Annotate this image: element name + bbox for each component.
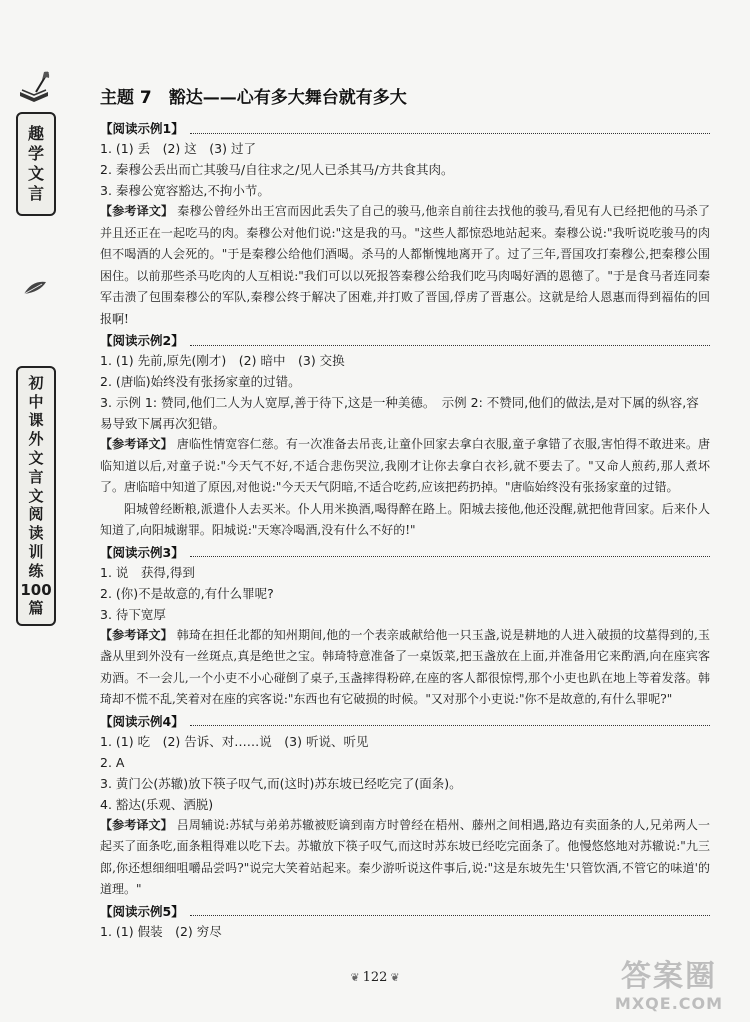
reference-translation [100, 434, 710, 499]
reference-text: 吕周辅说:苏轼与弟弟苏辙被贬谪到南方时曾经在梧州、藤州之间相遇,路边有卖面条的人,兄弟两人一起买了面条吃,面条粗得难以吃下去。苏辙放下筷子叹气,而这时苏东坡已经吃完面条了。他慢悠悠地对苏辙说:"九三郎,你还想细细咀嚼品尝吗?"说完大笑着站起来。秦少游听说这件事后,说:"这是东坡先生'只管饮酒,不管它的味道'的道理。" [100, 817, 710, 896]
section-heading-label: 【阅读示例3】 [100, 544, 184, 560]
answer-line: 3. 黄门公(苏辙)放下筷子叹气,而(这时)苏东坡已经吃完了(面条)。 [100, 775, 462, 791]
tab-char: 文 [27, 164, 44, 183]
tab-char: 阅 [28, 505, 44, 524]
answer-line: 1. (1) 假装 (2) 穷尽 [100, 923, 222, 939]
reference-label: 【参考译文】 [100, 817, 173, 832]
answer-line: 2. (你)不是故意的,有什么罪呢? [100, 585, 274, 601]
section-heading [100, 542, 710, 562]
tab-char: 篇 [28, 599, 44, 618]
section-heading-label: 【阅读示例1】 [100, 121, 184, 136]
tab-char: 言 [27, 184, 44, 203]
page-title: 主题 7 豁达——心有多大舞台就有多大 [100, 88, 407, 108]
page-number [335, 970, 415, 985]
tab-char: 读 [28, 524, 44, 543]
section-heading [100, 330, 710, 350]
dotted-divider [190, 123, 710, 134]
watermark-line2: MXQE.COM [614, 994, 724, 1013]
answer-line: 1. (1) 先前,原先(刚才) (2) 暗中 (3) 交换 [100, 353, 345, 368]
answer-line: 1. 说 获得,得到 [100, 564, 195, 580]
tab-char: 100 [20, 580, 52, 599]
tab-char: 言 [28, 467, 44, 486]
answer-line: 2. (唐临)始终没有张扬家童的过错。 [100, 374, 301, 389]
tab-char: 初 [28, 373, 44, 392]
section-heading-label: 【阅读示例2】 [100, 333, 184, 348]
reference-translation [100, 201, 710, 330]
section-heading-label: 【阅读示例4】 [100, 713, 184, 729]
section-heading [100, 901, 710, 921]
tab-char: 学 [27, 144, 44, 163]
tab-char: 中 [28, 392, 44, 411]
series-tab-qu-xue-wen-yan [16, 112, 56, 216]
tab-char: 趣 [27, 124, 44, 143]
watermark-line1: 答案圈 [621, 959, 717, 994]
answer-line: 1. (1) 丢 (2) 这 (3) 过了 [100, 141, 256, 156]
section-heading-label: 【阅读示例5】 [100, 903, 184, 919]
reference-label: 【参考译文】 [100, 204, 174, 218]
reference-text: 韩琦在担任北都的知州期间,他的一个表亲戚献给他一只玉盏,说是耕地的人进入破损的坟墓得到的,玉盏从里到外没有一丝斑点,真是绝世之宝。韩琦特意准备了一桌饭菜,把玉盏放在上面,并准备用它来酌酒,向在座宾客劝酒。不一会儿,一个小吏不小心碰倒了桌子,玉盏摔得粉碎,在座的客人都很惊愕,那个小吏也趴在地上等着发落。韩琦却不慌不乱,笑着对在座的宾客说:"东西也有它破损的时候。"又对那个小吏说:"你不是故意的,有什么罪呢?" [100, 627, 710, 706]
tab-char: 练 [28, 561, 44, 580]
dotted-divider [190, 715, 710, 726]
dotted-divider [190, 905, 710, 916]
answer-line: 4. 豁达(乐观、洒脱) [100, 796, 214, 812]
answer-line: 1. (1) 吃 (2) 告诉、对……说 (3) 听说、听见 [100, 733, 369, 749]
reference-translation [100, 815, 710, 901]
reference-label: 【参考译文】 [100, 437, 173, 451]
tab-char: 文 [28, 486, 44, 505]
book-quill-icon [14, 68, 54, 108]
reference-text: 唐临性情宽容仁慈。有一次准备去吊丧,让童仆回家去拿白衣服,童子拿错了衣服,害怕得不敢进来。唐临知道以后,对童子说:"今天气不好,不适合悲伤哭泣,我刚才让你去拿白衣衫,就不要去了。"又命人煎药,那人煮坏了。唐临暗中知道了原因,对他说:"今天天气阴暗,不适合吃药,应该把药扔掉。"唐临始终没有张扬家童的过错。 [100, 437, 710, 494]
page-number-text: 122 [362, 970, 388, 985]
dotted-divider [190, 335, 710, 346]
leaf-ornament-icon [22, 278, 48, 298]
answer-line: 3. 示例 1: 赞同,他们二人为人宽厚,善于待下,这是一种美德。 示例 2: 不赞同,他们的做法,是对下属的纵容,容易导致下属再次犯错。 [100, 395, 699, 431]
dotted-divider [190, 546, 710, 557]
reference-translation [100, 625, 710, 711]
answer-content [100, 118, 710, 942]
sidebar [0, 60, 70, 620]
tab-char: 文 [28, 449, 44, 467]
reference-paragraph: 阳城曾经断粮,派遣仆人去买米。仆人用米换酒,喝得醉在路上。阳城去接他,他还没醒,就把他背回家。后来仆人知道了,向阳城谢罪。阳城说:"天寒冷喝酒,没有什么不好的!" [100, 501, 710, 537]
answer-line: 3. 待下宽厚 [100, 606, 166, 622]
answer-line: 2. A [100, 754, 125, 770]
reference-text: 秦穆公曾经外出王宫而因此丢失了自己的骏马,他亲自前往去找他的骏马,看见有人已经把他的马杀了并且还正在一起吃马的肉。秦穆公对他们说:"这是我的马。"这些人都惊恐地站起来。秦穆公说:"我听说吃骏马的肉但不喝酒的人会死的。"于是秦穆公给他们酒喝。杀马的人都惭愧地离开了。过了三年,晋国攻打秦穆公,把秦穆公围困住。以前那些杀马吃肉的人互相说:"我们可以以死报答秦穆公给我们吃马肉喝好酒的恩德了。"于是食马者连同秦军击溃了包围秦穆公的军队,秦穆公终于解决了困难,并打败了晋国,俘虏了晋惠公。这就是给人恩惠而得到福佑的回报啊! [100, 204, 710, 326]
tab-char: 课 [28, 411, 44, 430]
section-heading [100, 118, 710, 138]
series-tab-book-title [16, 366, 56, 626]
tab-char: 外 [28, 430, 44, 449]
answer-line: 3. 秦穆公宽容豁达,不拘小节。 [100, 183, 270, 198]
answer-line: 2. 秦穆公丢出而亡其骏马/自往求之/见人已杀其马/方共食其肉。 [100, 162, 454, 177]
tab-char: 训 [28, 542, 44, 561]
watermark-logo [594, 960, 744, 1020]
section-heading [100, 711, 710, 731]
reference-label: 【参考译文】 [100, 627, 173, 642]
